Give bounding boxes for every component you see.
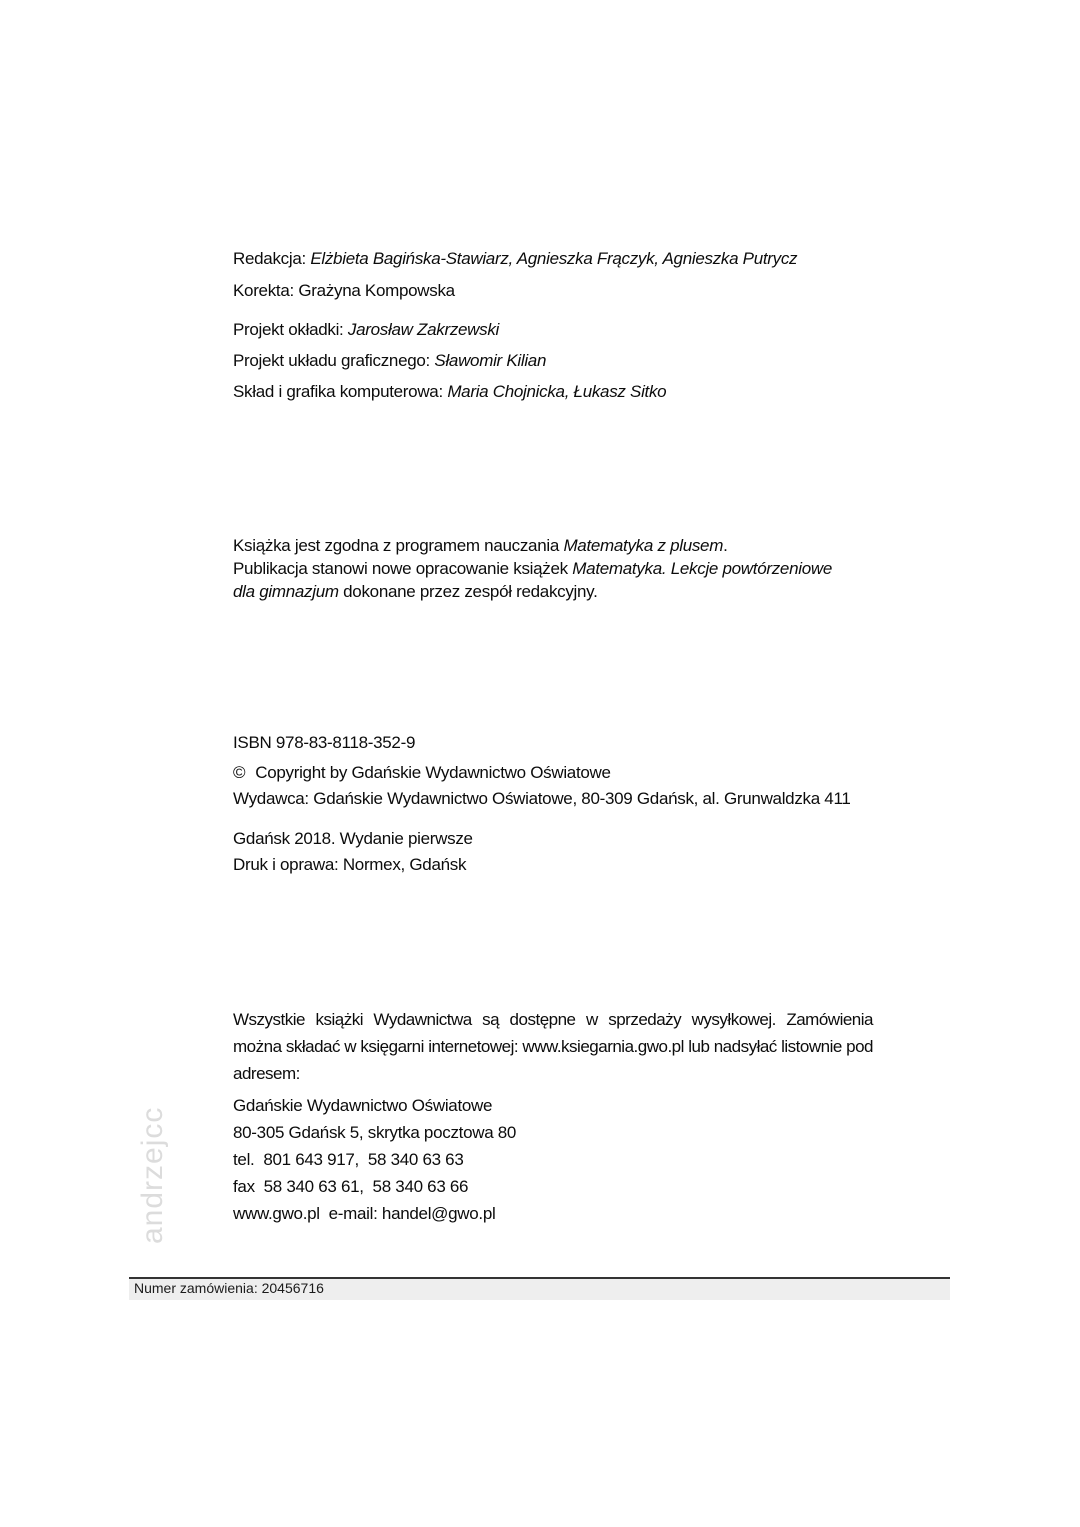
order-number-label: Numer zamówienia: <box>134 1280 258 1296</box>
isbn-block <box>233 731 415 754</box>
program-note-block <box>233 534 933 603</box>
program-note-text-2: Publikacja stanowi nowe opracowanie książek <box>233 559 568 578</box>
copyright-text: Copyright by Gdańskie Wydawnictwo Oświatowe <box>255 763 611 782</box>
program-note-title-2: Matematyka. Lekcje powtórzeniowe <box>572 559 832 578</box>
layout-design-line <box>233 349 666 372</box>
order-number-bar <box>129 1277 950 1300</box>
layout-design-names: Sławomir Kilian <box>434 351 547 370</box>
korekta-names: Grażyna Kompowska <box>298 281 455 300</box>
order-number-value: 20456716 <box>261 1280 324 1296</box>
postal-address-line: 80-305 Gdańsk 5, skrytka pocztowa 80 <box>233 1123 517 1142</box>
watermark: andrzejcc <box>136 1106 169 1244</box>
copyright-block <box>233 761 611 784</box>
program-note-period: . <box>723 536 728 555</box>
fax-line: fax 58 340 63 61, 58 340 63 66 <box>233 1177 469 1196</box>
cover-design-names: Jarosław Zakrzewski <box>347 320 500 339</box>
program-note-text-1: Książka jest zgodna z programem nauczania <box>233 536 559 555</box>
redakcja-line <box>233 247 797 270</box>
mail-order-block <box>233 1006 873 1087</box>
cover-design-label: Projekt okładki: <box>233 320 344 339</box>
copyright-symbol-icon: © <box>233 763 246 782</box>
edition-line: Gdańsk 2018. Wydanie pierwsze <box>233 829 473 848</box>
typesetting-names: Maria Chojnicka, Łukasz Sitko <box>447 382 667 401</box>
layout-design-label: Projekt układu graficznego: <box>233 351 430 370</box>
edition-block <box>233 827 473 876</box>
mail-order-paragraph: Wszystkie książki Wydawnictwa są dostępne w sprzedaży wysyłkowej. Zamówienia można składać w księgarni internetowej: www.ksiegarnia.gwo.pl lub nadsyłać listownie pod adresem: <box>233 1010 873 1083</box>
korekta-line <box>233 279 797 302</box>
typesetting-label: Skład i grafika komputerowa: <box>233 382 443 401</box>
copyright-line <box>233 761 611 784</box>
web-email-line: www.gwo.pl e-mail: handel@gwo.pl <box>233 1204 496 1223</box>
credits-editorial-block <box>233 247 797 302</box>
credits-design-block <box>233 318 666 403</box>
isbn-line: ISBN 978-83-8118-352-9 <box>233 733 416 752</box>
program-note-title-3: dla gimnazjum <box>233 582 339 601</box>
program-note <box>233 534 933 603</box>
korekta-label: Korekta: <box>233 281 294 300</box>
print-line: Druk i oprawa: Normex, Gdańsk <box>233 855 467 874</box>
publisher-name-line: Gdańskie Wydawnictwo Oświatowe <box>233 1096 493 1115</box>
redakcja-label: Redakcja: <box>233 249 306 268</box>
cover-design-line <box>233 318 666 341</box>
publisher-block <box>233 787 851 810</box>
redakcja-names: Elżbieta Bagińska-Stawiarz, Agnieszka Frączyk, Agnieszka Putrycz <box>310 249 798 268</box>
program-note-title-1: Matematyka z plusem <box>563 536 724 555</box>
typesetting-line <box>233 380 666 403</box>
publisher-address-block <box>233 1092 516 1227</box>
phone-line: tel. 801 643 917, 58 340 63 63 <box>233 1150 464 1169</box>
program-note-text-3: dokonane przez zespół redakcyjny. <box>343 582 598 601</box>
publisher-line: Wydawca: Gdańskie Wydawnictwo Oświatowe, 80-309 Gdańsk, al. Grunwaldzka 411 <box>233 789 851 808</box>
